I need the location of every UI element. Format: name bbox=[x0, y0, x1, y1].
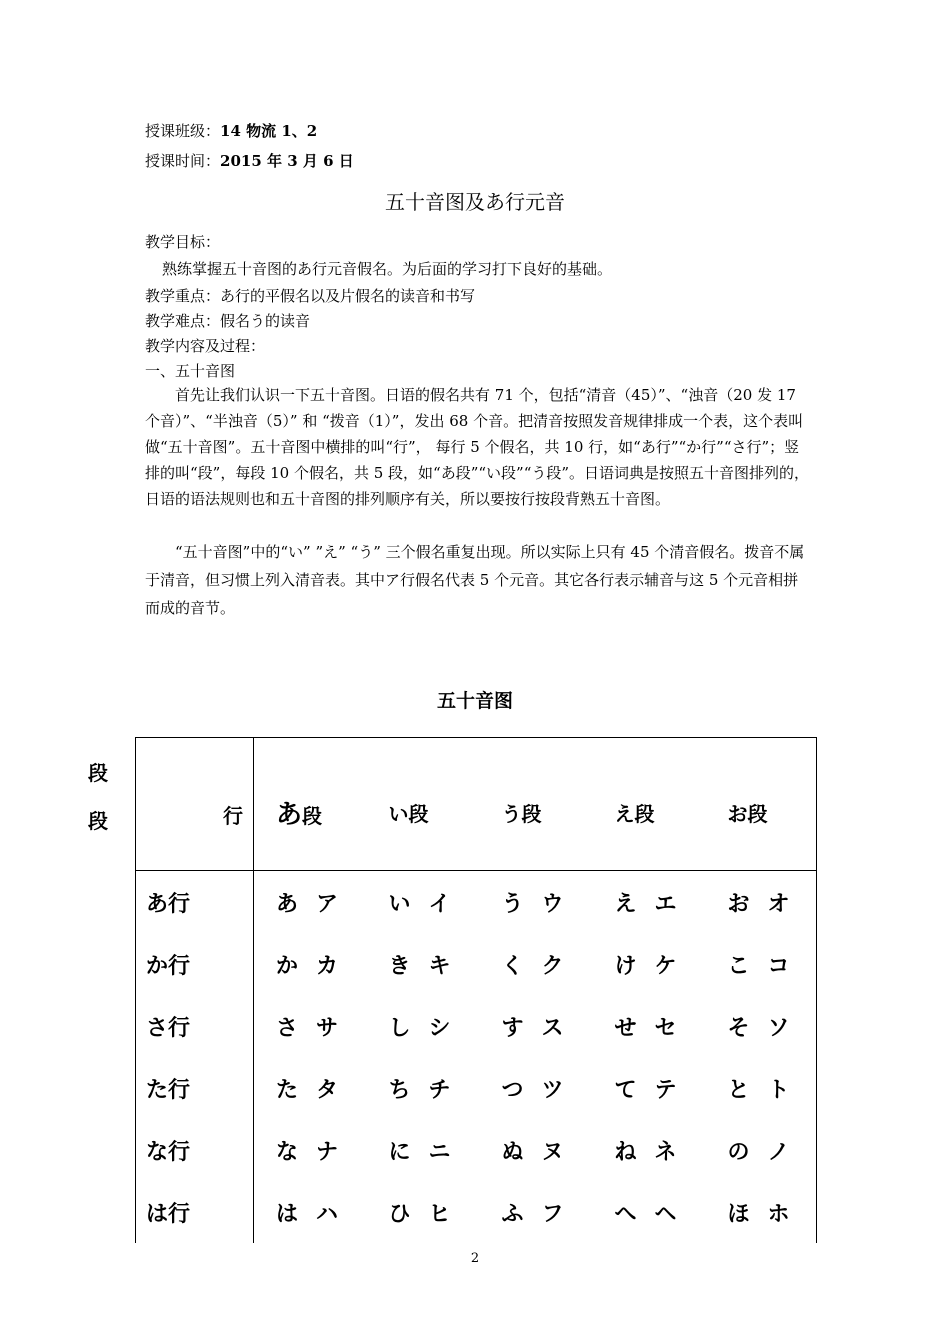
page-number: 2 bbox=[470, 1251, 480, 1266]
kana-cell: こ コ bbox=[706, 933, 817, 995]
row-label: あ行 bbox=[136, 871, 254, 934]
table-row bbox=[136, 995, 817, 1057]
kana-cell: た タ bbox=[276, 1077, 339, 1103]
kana-cell: と ト bbox=[706, 1057, 817, 1119]
table-row bbox=[136, 1119, 817, 1181]
kana-cell: う ウ bbox=[501, 891, 564, 917]
kana-cell: せ セ bbox=[614, 1015, 677, 1041]
kana-cell: ち チ bbox=[388, 1077, 451, 1103]
kana-cell: く ク bbox=[501, 953, 564, 979]
row-label: な行 bbox=[136, 1119, 254, 1181]
class-label: 授课班级： bbox=[145, 122, 221, 140]
class-line bbox=[145, 122, 317, 140]
kana-cell: え エ bbox=[614, 891, 677, 917]
column-header: え段 bbox=[593, 738, 706, 871]
kana-cell: つ ツ bbox=[501, 1077, 564, 1103]
corner-label: 行 bbox=[136, 738, 254, 871]
kana-cell: ひ ヒ bbox=[388, 1201, 451, 1227]
table-row bbox=[136, 1057, 817, 1119]
section-title: 一、五十音图 bbox=[145, 362, 236, 380]
column-header: あ段 bbox=[254, 738, 367, 871]
kana-cell: は ハ bbox=[276, 1201, 339, 1227]
content-label: 教学内容及过程： bbox=[145, 337, 266, 355]
kana-cell: い イ bbox=[388, 891, 451, 917]
time-label: 授课时间： bbox=[145, 152, 221, 170]
class-value: 14 物流 1、2 bbox=[220, 122, 318, 140]
kana-cell: し シ bbox=[388, 1015, 451, 1041]
objectives-label: 教学目标： bbox=[145, 233, 221, 251]
page-title: 五十音图及あ行元音 bbox=[385, 190, 565, 214]
row-label: は行 bbox=[136, 1181, 254, 1243]
row-label: か行 bbox=[136, 933, 254, 995]
kana-cell: ね ネ bbox=[614, 1139, 677, 1165]
table-header-row bbox=[136, 738, 817, 871]
kana-cell: の ノ bbox=[706, 1119, 817, 1181]
row-label: さ行 bbox=[136, 995, 254, 1057]
side-label-2: 段 bbox=[88, 809, 108, 833]
gojuon-table bbox=[135, 737, 817, 1243]
key-points: 教学重点：あ行的平假名以及片假名的读音和书写 bbox=[145, 287, 476, 305]
kana-cell: さ サ bbox=[276, 1015, 339, 1041]
kana-cell: に ニ bbox=[388, 1139, 451, 1165]
row-label: た行 bbox=[136, 1057, 254, 1119]
paragraph-1: 首先让我们认识一下五十音图。日语的假名共有 71 个，包括“清音（45）”、“浊音（20 发 17 个音）”、“半浊音（5）” 和 “拨音（1）”，发出 68 个音。把清音按照发音规律排成一个表，这个表叫做“五十音图”。五十音图中横排的叫“行”， 每行 5 个假名，共 10 行，如“あ行”“か行”“さ行”；竖排的叫“段”，每段 10 个假名，共 5 段，如“あ段”“い段”“う段”。日语词典是按照五十音图排列的，日语的语法规则也和五十音图的排列顺序有关，所以要按行按段背熟五十音图。 bbox=[145, 386, 810, 508]
column-header: い段 bbox=[367, 738, 480, 871]
table-row bbox=[136, 871, 817, 934]
objectives-text: 熟练掌握五十音图的あ行元音假名。为后面的学习打下良好的基础。 bbox=[162, 260, 613, 278]
kana-cell: て テ bbox=[614, 1077, 677, 1103]
table-row bbox=[136, 933, 817, 995]
kana-cell: ぬ ヌ bbox=[501, 1139, 564, 1165]
kana-cell: す ス bbox=[501, 1015, 564, 1041]
kana-cell: な ナ bbox=[276, 1139, 339, 1165]
table-row bbox=[136, 1181, 817, 1243]
side-label-1: 段 bbox=[88, 761, 108, 785]
kana-cell: き キ bbox=[388, 953, 451, 979]
kana-cell: ふ フ bbox=[501, 1201, 564, 1227]
difficulties: 教学难点：假名う的读音 bbox=[145, 312, 311, 330]
kana-cell: お オ bbox=[706, 871, 817, 934]
column-header: う段 bbox=[480, 738, 593, 871]
kana-cell: あ ア bbox=[276, 891, 339, 917]
kana-cell: か カ bbox=[276, 953, 339, 979]
time-line bbox=[145, 152, 354, 170]
kana-cell: け ケ bbox=[614, 953, 677, 979]
time-value: 2015 年 3 月 6 日 bbox=[220, 152, 354, 170]
kana-cell: そ ソ bbox=[706, 995, 817, 1057]
kana-cell: へ ヘ bbox=[614, 1201, 677, 1227]
table-title: 五十音图 bbox=[436, 690, 513, 712]
paragraph-2: “五十音图”中的“い” ”え” “う” 三个假名重复出现。所以实际上只有 45 个清音假名。拨音不属于清音，但习惯上列入清音表。其中ア行假名代表 5 个元音。其它各行表示辅音与这 5 个元音相拼而成的音节。 bbox=[145, 543, 805, 617]
kana-cell: ほ ホ bbox=[706, 1181, 817, 1243]
column-header: お段 bbox=[706, 738, 817, 871]
